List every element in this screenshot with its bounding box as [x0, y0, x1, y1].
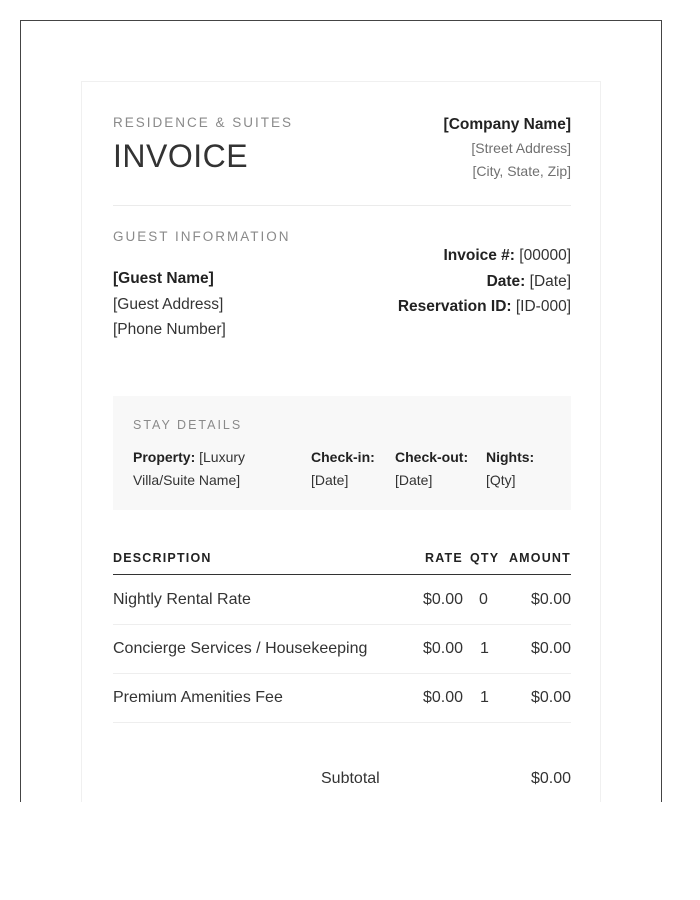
nights-value: [Qty] [486, 472, 516, 488]
guest-phone: [Phone Number] [113, 321, 226, 338]
table-row [113, 576, 571, 625]
invoice-paper [81, 81, 601, 802]
invoice-meta [398, 243, 571, 320]
stay-details [113, 396, 571, 510]
reservation-id-label: Reservation ID: [397, 298, 512, 315]
invoice-date-line [398, 269, 571, 295]
stay-nights [486, 446, 534, 492]
row-qty: 0 [479, 591, 488, 608]
subtotal-label: Subtotal [321, 770, 380, 787]
stay-property [133, 446, 245, 492]
stay-section-label: STAY DETAILS [133, 418, 243, 432]
row-amount: $0.00 [530, 591, 571, 608]
property-value-line2: Villa/Suite Name] [133, 472, 241, 488]
guest-name: [Guest Name] [113, 270, 214, 287]
row-qty: 1 [480, 640, 489, 657]
table-row [113, 674, 571, 723]
reservation-id-line [398, 294, 571, 320]
invoice-number-value: [00000] [519, 247, 571, 264]
row-qty: 1 [480, 689, 489, 706]
header-amount: AMOUNT [508, 551, 571, 565]
row-rate: $0.00 [423, 689, 464, 706]
row-description: Nightly Rental Rate [113, 591, 251, 608]
header-divider [113, 205, 571, 206]
property-value-line1: [Luxury [199, 449, 246, 465]
header-description: DESCRIPTION [113, 551, 212, 565]
company-name: [Company Name] [443, 116, 571, 133]
stay-checkout [395, 446, 468, 492]
checkin-value: [Date] [311, 472, 349, 488]
subtotal-value: $0.00 [530, 770, 571, 787]
brand-tagline: RESIDENCE & SUITES [113, 115, 294, 130]
row-rate: $0.00 [423, 640, 464, 657]
row-rate: $0.00 [423, 591, 464, 608]
invoice-header-left [113, 115, 293, 175]
invoice-title: INVOICE [113, 138, 249, 174]
header-rate: RATE [425, 551, 463, 565]
guest-information [113, 229, 291, 343]
company-city-state-zip: [City, State, Zip] [472, 163, 571, 179]
row-amount: $0.00 [530, 689, 571, 706]
property-label: Property: [133, 449, 196, 465]
checkout-label: Check-out: [395, 449, 469, 465]
stay-checkin [311, 446, 375, 492]
table-header [113, 549, 571, 575]
invoice-number-line [398, 243, 571, 269]
guest-section-label: GUEST INFORMATION [113, 229, 291, 244]
invoice-date-value: [Date] [529, 272, 571, 290]
guest-address: [Guest Address] [113, 295, 224, 313]
reservation-id-value: [ID-000] [515, 298, 571, 315]
row-amount: $0.00 [530, 640, 571, 657]
nights-label: Nights: [486, 449, 535, 465]
invoice-number-label: Invoice #: [443, 247, 515, 264]
checkout-value: [Date] [395, 472, 433, 488]
row-description: Premium Amenities Fee [113, 689, 283, 706]
table-row [113, 625, 571, 674]
company-street: [Street Address] [471, 140, 571, 156]
checkin-label: Check-in: [311, 449, 375, 465]
company-address [444, 140, 571, 180]
company-block [444, 116, 571, 180]
invoice-date-label: Date: [486, 272, 526, 290]
page-frame [20, 20, 662, 802]
row-description: Concierge Services / Housekeeping [113, 640, 368, 657]
header-qty: QTY [470, 551, 500, 565]
